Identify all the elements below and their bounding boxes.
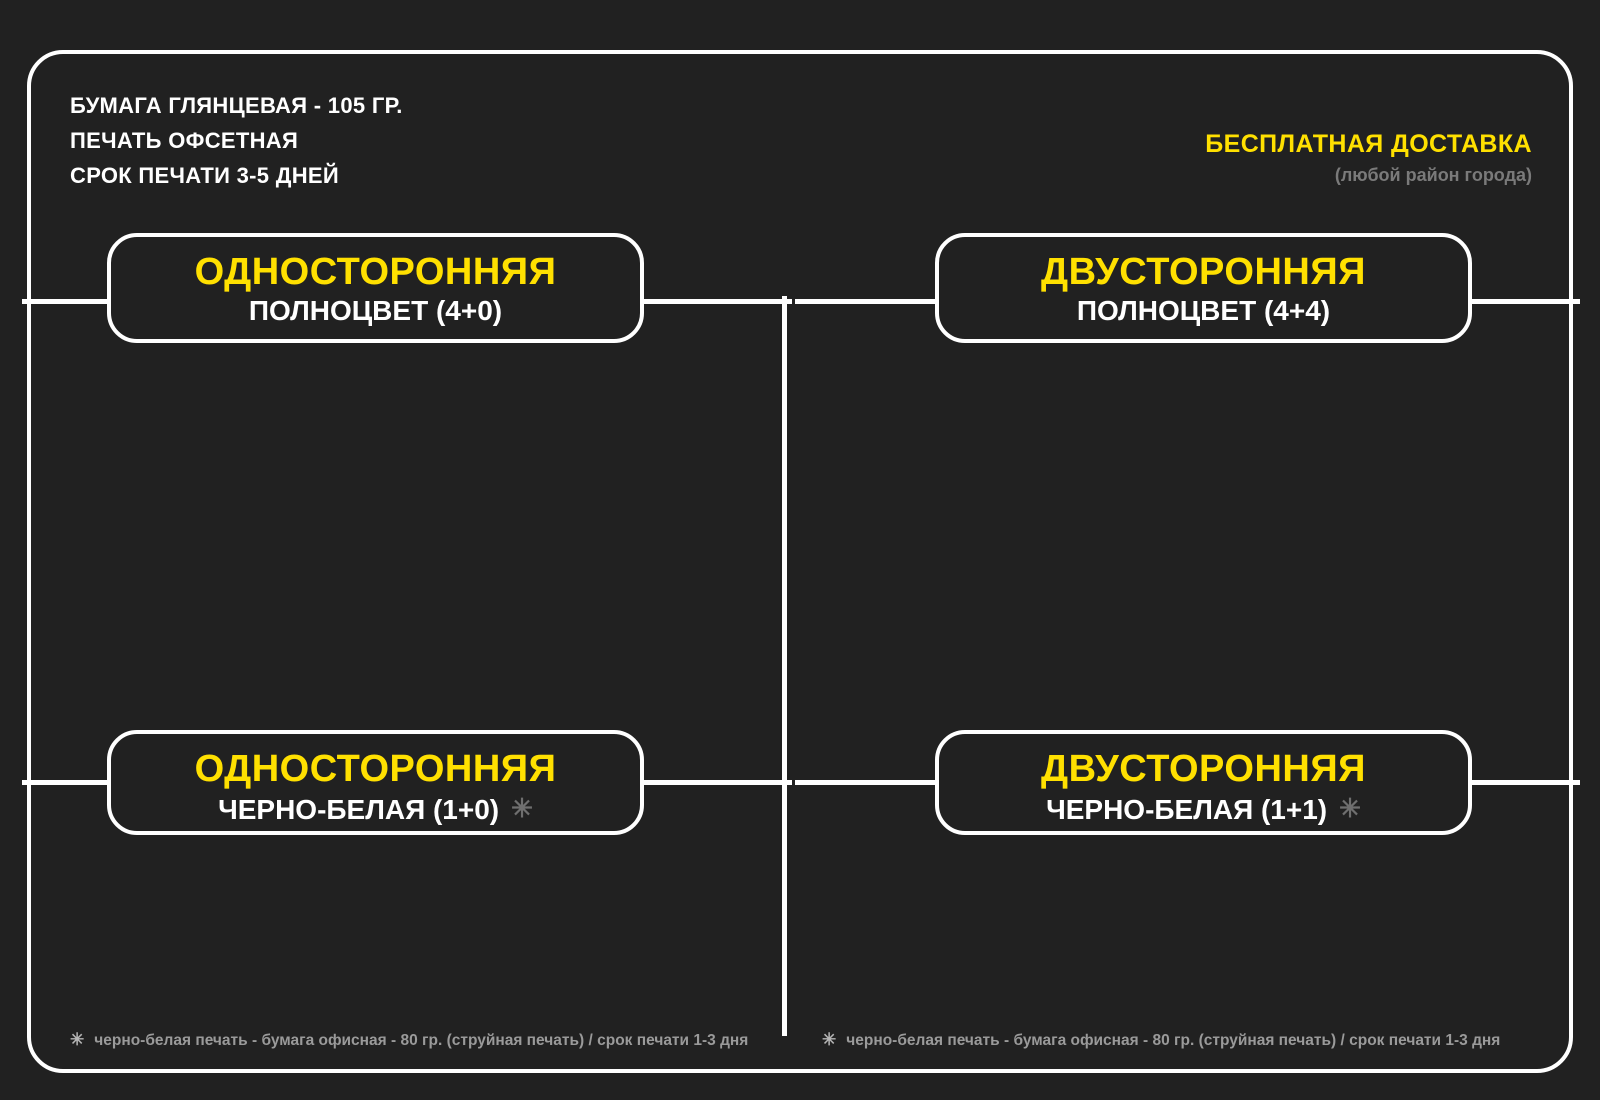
delivery-notice [1205, 130, 1532, 186]
asterisk-icon: ✳ [1339, 793, 1361, 823]
option-subtitle [111, 295, 640, 327]
spec-line-print: ПЕЧАТЬ ОФСЕТНАЯ [70, 128, 299, 153]
footnote-left [70, 1030, 748, 1050]
paper-specs [70, 88, 403, 193]
outer-frame [27, 50, 1573, 1073]
asterisk-icon: ✳ [70, 1030, 85, 1049]
option-subtitle [111, 792, 640, 826]
option-card-one-sided-color[interactable] [107, 233, 644, 343]
footnote-text: черно-белая печать - бумага офисная - 80 гр. (струйная печать) / срок печати 1-3 дня [94, 1032, 749, 1049]
delivery-subtitle: (любой район города) [1334, 165, 1532, 185]
delivery-title: БЕСПЛАТНАЯ ДОСТАВКА [1205, 130, 1532, 158]
option-card-two-sided-color[interactable] [935, 233, 1472, 343]
option-title: ОДНОСТОРОННЯЯ [194, 748, 557, 790]
option-subtitle-text: ПОЛНОЦВЕТ (4+0) [248, 295, 503, 326]
asterisk-icon: ✳ [822, 1030, 837, 1049]
spec-line-term: СРОК ПЕЧАТИ 3-5 ДНЕЙ [70, 163, 339, 188]
footnote-text: черно-белая печать - бумага офисная - 80 гр. (струйная печать) / срок печати 1-3 дня [846, 1032, 1501, 1049]
divider-vertical-center [782, 296, 787, 1036]
asterisk-icon: ✳ [511, 793, 533, 823]
option-card-one-sided-bw[interactable] [107, 730, 644, 835]
option-title: ДВУСТОРОННЯЯ [1041, 251, 1366, 293]
option-subtitle [939, 295, 1468, 327]
footnote-right [822, 1030, 1500, 1050]
option-title: ДВУСТОРОННЯЯ [1041, 748, 1366, 790]
option-title: ОДНОСТОРОННЯЯ [194, 251, 557, 293]
option-subtitle [939, 792, 1468, 826]
option-subtitle-text: ЧЕРНО-БЕЛАЯ (1+0) [218, 794, 500, 825]
option-subtitle-text: ПОЛНОЦВЕТ (4+4) [1076, 295, 1331, 326]
option-card-two-sided-bw[interactable] [935, 730, 1472, 835]
option-subtitle-text: ЧЕРНО-БЕЛАЯ (1+1) [1046, 794, 1328, 825]
spec-line-paper: БУМАГА ГЛЯНЦЕВАЯ - 105 ГР. [70, 93, 403, 118]
